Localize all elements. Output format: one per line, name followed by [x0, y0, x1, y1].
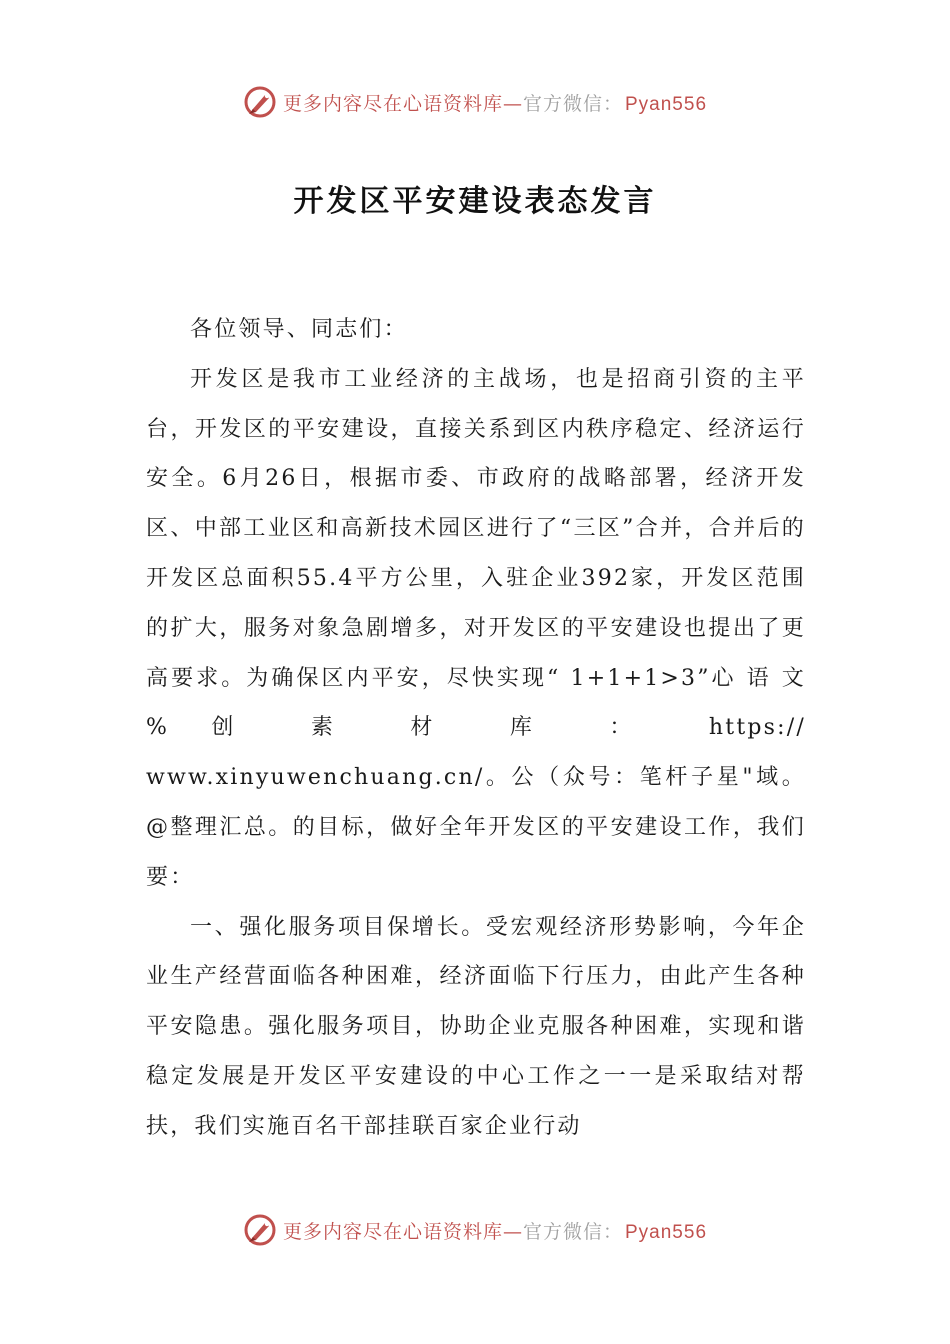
banner-content	[243, 1213, 707, 1247]
paragraph-1: 开发区是我市工业经济的主战场，也是招商引资的主平台，开发区的平安建设，直接关系到区内秩序稳定、经济运行安全。6月26日，根据市委、市政府的战略部署，经济开发区、中部工业区和高新技术园区进行了“三区”合并，合并后的开发区总面积55.4平方公里，入驻企业392家，开发区范围的扩大，服务对象急剧增多，对开发区的平安建设也提出了更高要求。为确保区内平安，尽快实现“ 1+1+1>3”心 语 文 % 创 素 材 库 ： https:// www.xinyuwenchuang.cn/。公（众号：笔杆子星"域。@整理汇总。的目标，做好全年开发区的平安建设工作，我们要：	[146, 366, 806, 890]
banner-wechat-label: 官方微信：	[522, 1220, 623, 1243]
banner-wechat-handle: Pyan556	[625, 1221, 708, 1243]
banner-wechat-handle: Pyan556	[625, 93, 708, 115]
banner-dash: —	[502, 92, 523, 115]
banner-dash: —	[502, 1220, 523, 1243]
document-body	[146, 305, 806, 1152]
banner-text	[283, 89, 707, 116]
salutation: 各位领导、同志们：	[190, 317, 408, 342]
paragraph-2: 一、强化服务项目保增长。受宏观经济形势影响，今年企业生产经营面临各种困难，经济面临下行压力，由此产生各种平安隐患。强化服务项目，协助企业克服各种困难，实现和谐稳定发展是开发区平安建设的中心工作之一一是采取结对帮扶，我们实施百名干部挂联百家企业行动	[146, 914, 806, 1139]
footer-banner	[0, 1210, 950, 1250]
banner-text	[283, 1217, 707, 1244]
banner-slogan: 更多内容尽在心语资料库	[282, 1220, 503, 1243]
pen-logo-icon	[243, 1213, 277, 1247]
document-title: 开发区平安建设表态发言	[293, 184, 657, 219]
banner-slogan: 更多内容尽在心语资料库	[282, 92, 503, 115]
banner-wechat-label: 官方微信：	[522, 92, 623, 115]
banner-content	[243, 85, 707, 119]
pen-logo-icon	[243, 85, 277, 119]
header-banner	[0, 82, 950, 122]
